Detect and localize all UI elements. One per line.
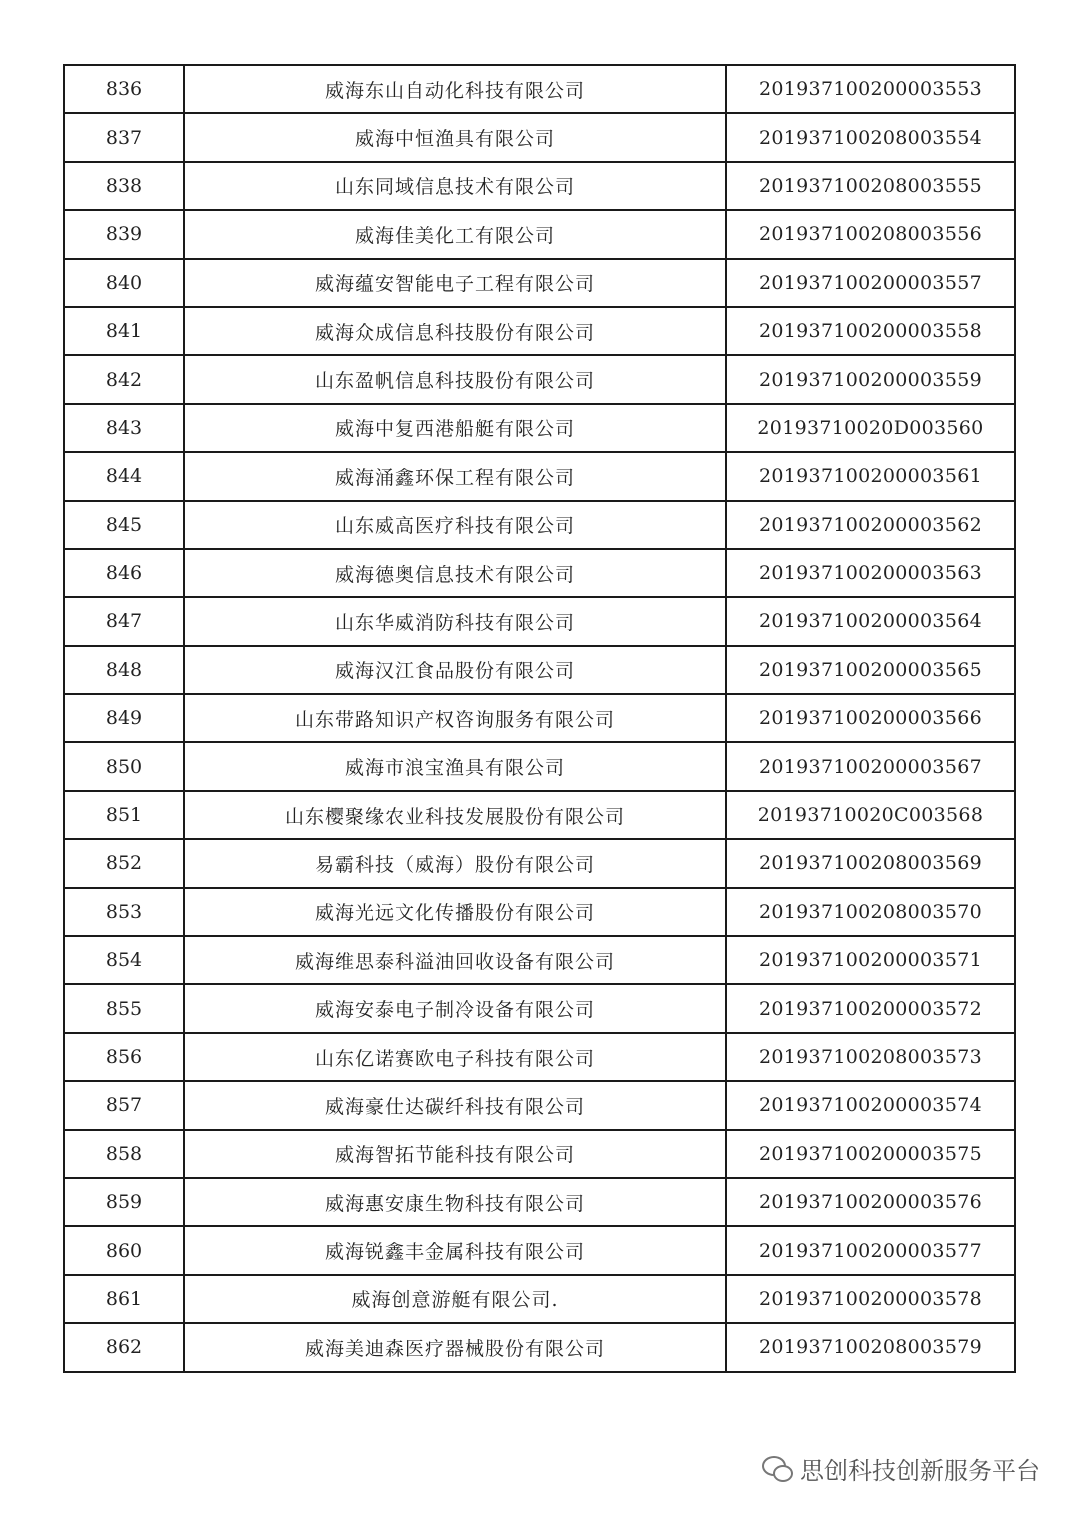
table-row (64, 307, 1015, 355)
registration-code-cell: 201937100200003562 (726, 501, 1015, 549)
row-number-cell: 861 (64, 1275, 184, 1323)
registration-code-cell: 201937100200003563 (726, 549, 1015, 597)
row-number-cell: 851 (64, 791, 184, 839)
registration-code-cell: 201937100200003553 (726, 65, 1015, 113)
company-name-cell: 威海豪仕达碳纤科技有限公司 (184, 1081, 726, 1129)
company-name-cell: 威海创意游艇有限公司. (184, 1275, 726, 1323)
company-name-cell: 威海智拓节能科技有限公司 (184, 1130, 726, 1178)
table-body (64, 65, 1015, 1372)
registration-code-cell: 201937100200003576 (726, 1178, 1015, 1226)
table-row (64, 597, 1015, 645)
row-number-cell: 842 (64, 355, 184, 403)
registration-code-cell: 201937100208003554 (726, 113, 1015, 161)
registration-code-cell: 201937100200003574 (726, 1081, 1015, 1129)
company-name-cell: 易霸科技（威海）股份有限公司 (184, 839, 726, 887)
row-number-cell: 852 (64, 839, 184, 887)
registration-code-cell: 201937100200003561 (726, 452, 1015, 500)
registration-code-cell: 201937100200003559 (726, 355, 1015, 403)
registration-code-cell: 201937100200003575 (726, 1130, 1015, 1178)
row-number-cell: 853 (64, 888, 184, 936)
table-row (64, 549, 1015, 597)
registration-code-cell: 201937100208003555 (726, 162, 1015, 210)
registration-code-cell: 201937100200003578 (726, 1275, 1015, 1323)
table-row (64, 259, 1015, 307)
registration-code-cell: 201937100208003570 (726, 888, 1015, 936)
registration-code-cell: 201937100200003566 (726, 694, 1015, 742)
row-number-cell: 839 (64, 210, 184, 258)
table-row (64, 984, 1015, 1032)
registration-code-cell: 201937100200003571 (726, 936, 1015, 984)
row-number-cell: 860 (64, 1226, 184, 1274)
row-number-cell: 840 (64, 259, 184, 307)
registration-code-cell: 201937100208003556 (726, 210, 1015, 258)
registration-code-cell: 201937100208003579 (726, 1323, 1015, 1371)
table-row (64, 1226, 1015, 1274)
row-number-cell: 855 (64, 984, 184, 1032)
company-name-cell: 威海维思泰科溢油回收设备有限公司 (184, 936, 726, 984)
registration-code-cell: 201937100208003569 (726, 839, 1015, 887)
registration-code-cell: 201937100200003558 (726, 307, 1015, 355)
registration-code-cell: 201937100200003577 (726, 1226, 1015, 1274)
table-row (64, 1033, 1015, 1081)
table-row (64, 888, 1015, 936)
company-name-cell: 威海安泰电子制冷设备有限公司 (184, 984, 726, 1032)
table-row (64, 839, 1015, 887)
row-number-cell: 857 (64, 1081, 184, 1129)
row-number-cell: 862 (64, 1323, 184, 1371)
company-name-cell: 威海德奥信息技术有限公司 (184, 549, 726, 597)
table-row (64, 742, 1015, 790)
table-row (64, 646, 1015, 694)
registration-code-cell: 201937100200003557 (726, 259, 1015, 307)
company-name-cell: 威海中复西港船艇有限公司 (184, 404, 726, 452)
registration-table (63, 64, 1016, 1373)
row-number-cell: 858 (64, 1130, 184, 1178)
table-row (64, 355, 1015, 403)
table-row (64, 1275, 1015, 1323)
registration-code-cell: 201937100200003564 (726, 597, 1015, 645)
company-name-cell: 威海蕴安智能电子工程有限公司 (184, 259, 726, 307)
registration-code-cell: 20193710020D003560 (726, 404, 1015, 452)
row-number-cell: 845 (64, 501, 184, 549)
row-number-cell: 843 (64, 404, 184, 452)
watermark-text: 思创科技创新服务平台 (800, 1457, 1040, 1485)
company-name-cell: 威海众成信息科技股份有限公司 (184, 307, 726, 355)
watermark (762, 1451, 1040, 1486)
table-row (64, 113, 1015, 161)
row-number-cell: 844 (64, 452, 184, 500)
company-name-cell: 威海锐鑫丰金属科技有限公司 (184, 1226, 726, 1274)
row-number-cell: 849 (64, 694, 184, 742)
row-number-cell: 837 (64, 113, 184, 161)
registration-code-cell: 201937100200003572 (726, 984, 1015, 1032)
company-name-cell: 威海光远文化传播股份有限公司 (184, 888, 726, 936)
company-name-cell: 山东亿诺赛欧电子科技有限公司 (184, 1033, 726, 1081)
table-row (64, 404, 1015, 452)
table-row (64, 501, 1015, 549)
row-number-cell: 856 (64, 1033, 184, 1081)
company-name-cell: 威海美迪森医疗器械股份有限公司 (184, 1323, 726, 1371)
table-row (64, 1323, 1015, 1371)
company-name-cell: 山东华威消防科技有限公司 (184, 597, 726, 645)
company-name-cell: 威海中恒渔具有限公司 (184, 113, 726, 161)
table-row (64, 694, 1015, 742)
table-row (64, 1130, 1015, 1178)
company-name-cell: 山东威高医疗科技有限公司 (184, 501, 726, 549)
row-number-cell: 848 (64, 646, 184, 694)
row-number-cell: 859 (64, 1178, 184, 1226)
wechat-icon (762, 1456, 792, 1482)
table-row (64, 1081, 1015, 1129)
company-name-cell: 山东盈帆信息科技股份有限公司 (184, 355, 726, 403)
row-number-cell: 847 (64, 597, 184, 645)
registration-table-container (63, 64, 1014, 1373)
table-row (64, 791, 1015, 839)
row-number-cell: 838 (64, 162, 184, 210)
company-name-cell: 威海汉江食品股份有限公司 (184, 646, 726, 694)
company-name-cell: 威海涌鑫环保工程有限公司 (184, 452, 726, 500)
table-row (64, 162, 1015, 210)
table-row (64, 210, 1015, 258)
company-name-cell: 山东樱聚缘农业科技发展股份有限公司 (184, 791, 726, 839)
company-name-cell: 山东同域信息技术有限公司 (184, 162, 726, 210)
table-row (64, 936, 1015, 984)
row-number-cell: 846 (64, 549, 184, 597)
row-number-cell: 850 (64, 742, 184, 790)
row-number-cell: 854 (64, 936, 184, 984)
table-row (64, 452, 1015, 500)
table-row (64, 65, 1015, 113)
registration-code-cell: 201937100200003567 (726, 742, 1015, 790)
row-number-cell: 841 (64, 307, 184, 355)
company-name-cell: 威海市浪宝渔具有限公司 (184, 742, 726, 790)
table-row (64, 1178, 1015, 1226)
company-name-cell: 威海惠安康生物科技有限公司 (184, 1178, 726, 1226)
company-name-cell: 山东带路知识产权咨询服务有限公司 (184, 694, 726, 742)
company-name-cell: 威海佳美化工有限公司 (184, 210, 726, 258)
registration-code-cell: 201937100208003573 (726, 1033, 1015, 1081)
registration-code-cell: 20193710020C003568 (726, 791, 1015, 839)
company-name-cell: 威海东山自动化科技有限公司 (184, 65, 726, 113)
registration-code-cell: 201937100200003565 (726, 646, 1015, 694)
row-number-cell: 836 (64, 65, 184, 113)
